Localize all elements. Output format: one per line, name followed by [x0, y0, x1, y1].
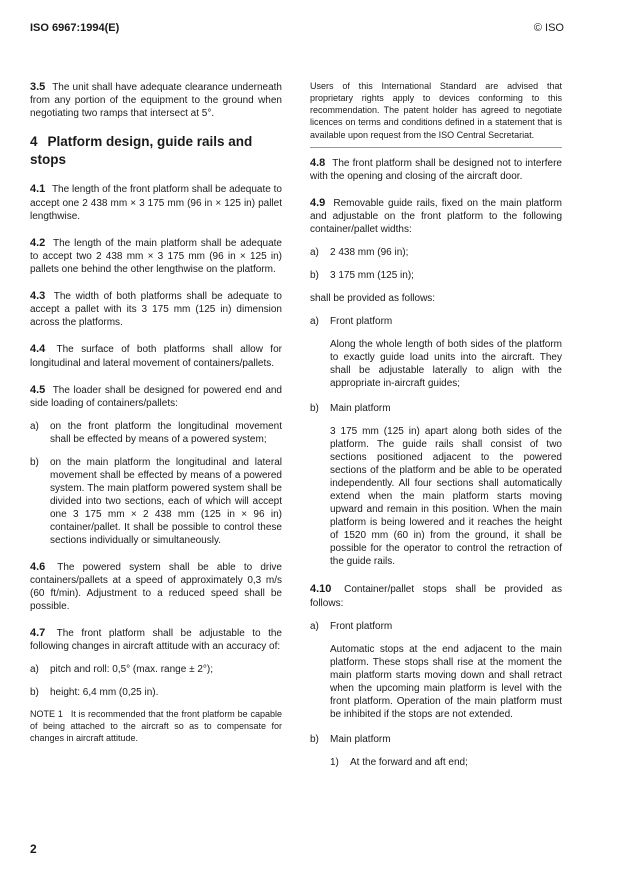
list-text: height: 6,4 mm (0,25 in). [50, 687, 159, 699]
copyright-mark: © ISO [533, 22, 564, 34]
list-title: Main platform [330, 403, 391, 415]
list-label: a) [310, 247, 319, 259]
clause-text: The front platform shall be adjustable to the following changes in aircraft attitude with an accuracy of: [30, 628, 282, 653]
clause-3-5 [30, 80, 282, 120]
list-body: Automatic stops at the end adjacent to the main platform. These stops shall rise at the moment the main platform starts moving down and shall retract when the upcoming main platform is level with the front platform. Operation of the main platform must be inhibited if the stops are not extended. [330, 643, 562, 720]
list-title: Front platform [330, 620, 393, 632]
clause-4-2 [30, 236, 282, 276]
clause-4-8 [310, 156, 562, 183]
list-item [310, 402, 562, 415]
list-text: on the front platform the longitudinal movement shall be effected by means of a powered system; [50, 420, 282, 445]
clause-number: 4.7 [30, 627, 46, 640]
clause-4-6 [30, 560, 282, 613]
patent-notice: Users of this International Standard are advised that proprietary rights apply to devices conforming to this recommendation. The patent holder has agreed to negotiate licences on terms and conditions defined in a statement that is available upon request from the ISO Central Secretariat. [310, 81, 562, 140]
list-label: b) [310, 733, 319, 745]
clause-4-1 [30, 182, 282, 222]
clause-text: The length of the front platform shall be adequate to accept one 2 438 mm × 3 175 mm (96 in × 125 in) pallet lengthwise. [30, 184, 282, 222]
list-label: b) [30, 456, 39, 468]
list-text: 3 175 mm (125 in); [330, 270, 414, 282]
list-item [30, 456, 282, 547]
clause-text: Removable guide rails, fixed on the main platform and adjustable on the front platform to the following container/pallet widths: [310, 198, 562, 236]
list-item [30, 663, 282, 676]
clause-4-4 [30, 342, 282, 369]
section-title: Platform design, guide rails and stops [30, 134, 253, 167]
list-item [310, 315, 562, 328]
list-item [30, 420, 282, 446]
list-title: Front platform [330, 316, 393, 328]
clause-number: 4.5 [30, 383, 46, 396]
clause-number: 4.6 [30, 560, 46, 573]
section-number: 4 [30, 134, 38, 150]
standard-number: ISO 6967:1994(E) [30, 22, 120, 34]
list-label: a) [310, 620, 319, 632]
page-number: 2 [30, 842, 37, 856]
clause-number: 4.2 [30, 236, 46, 249]
list-label: a) [30, 420, 39, 432]
clause-number: 3.5 [30, 81, 46, 93]
clause-text: The width of both platforms shall be adequate to accept a pallet with its 3 175 mm (125 in) dimension across the platforms. [30, 290, 282, 329]
clause-text: Container/pallet stops shall be provided as follows: [310, 584, 562, 609]
provided-as-follows: shall be provided as follows: [310, 293, 436, 305]
list-item [310, 269, 562, 282]
clause-4-10 [310, 582, 562, 609]
list-body: Along the whole length of both sides of the platform to exactly guide load units into the aircraft. They shall be adjustable laterally to align with the appropriate in-aircraft guides; [330, 339, 562, 390]
list-text: pitch and roll: 0,5° (max. range ± 2°); [50, 664, 214, 676]
note-label: NOTE 1 [30, 709, 63, 720]
sub-list-text: At the forward and aft end; [350, 756, 468, 768]
clause-number: 4.1 [30, 183, 46, 196]
sub-list-label: 1) [330, 756, 339, 768]
clause-text: The length of the main platform shall be adequate to accept two 2 438 mm × 3 175 mm (96 in × 125 in) pallets one behind the other lengthwise on the platform. [30, 237, 282, 275]
list-item [310, 733, 562, 746]
right-column [310, 80, 562, 769]
clause-number: 4.9 [310, 197, 326, 209]
clause-text: The unit shall have adequate clearance underneath from any portion of the equipment to the ground when negotiating two ramps that intersect at 5°. [30, 82, 282, 120]
note-1 [30, 709, 282, 744]
section-4-heading [30, 133, 282, 168]
list-body: 3 175 mm (125 in) apart along both sides of the platform. The guide rails shall consist of two sections positioned adjacent to the powered sections of the platform and be able to be operated independently. All four sections shall automatically extend when the main platform starts moving upward and remain in this position. When the main platform is being lowered and it reaches the height of 1520 mm (60 in) from the ground, it shall be possible for the operator to control the retraction of the guide rails. [330, 426, 562, 568]
clause-text: The loader shall be designed for powered end and side loading of containers/pallets: [30, 384, 282, 409]
clause-text: The surface of both platforms shall allow for longitudinal and lateral movement of containers/pallets. [30, 344, 282, 369]
clause-text: The front platform shall be designed not to interfere with the opening and closing of the aircraft door. [310, 157, 562, 182]
clause-4-9 [310, 196, 562, 236]
clause-text: The powered system shall be able to drive containers/pallets at a speed of approximately 0,3 m/s (60 ft/min). Adjustment to a reduced speed shall be possible. [30, 561, 282, 613]
list-label: a) [310, 316, 319, 328]
list-item [30, 686, 282, 699]
left-column [30, 80, 282, 745]
list-text: 2 438 mm (96 in); [330, 247, 409, 259]
list-label: b) [30, 687, 39, 699]
note-text: It is recommended that the front platform be capable of being attached to the aircraft so as to compensate for changes in aircraft attitude. [30, 709, 282, 743]
list-text: on the main platform the longitudinal and lateral movement shall be effected by means of a powered system. The main platform powered system shall be divided into two sections, each of which will accept one 3 175 mm × 2 438 mm (125 in × 96 in) container/pallet. It shall be possible to control these sections individually or simultaneously. [50, 456, 282, 546]
clause-number: 4.10 [310, 583, 332, 596]
clause-4-7 [30, 626, 282, 653]
list-label: b) [310, 403, 319, 415]
clause-4-3 [30, 289, 282, 329]
list-label: b) [310, 270, 319, 282]
divider [310, 147, 562, 148]
clause-4-5 [30, 383, 282, 410]
list-label: a) [30, 664, 39, 676]
clause-number: 4.4 [30, 343, 46, 356]
list-item [310, 620, 562, 633]
clause-number: 4.8 [310, 156, 326, 169]
list-title: Main platform [330, 733, 391, 745]
clause-number: 4.3 [30, 289, 46, 302]
list-item [310, 246, 562, 259]
sub-list-item [330, 756, 562, 769]
